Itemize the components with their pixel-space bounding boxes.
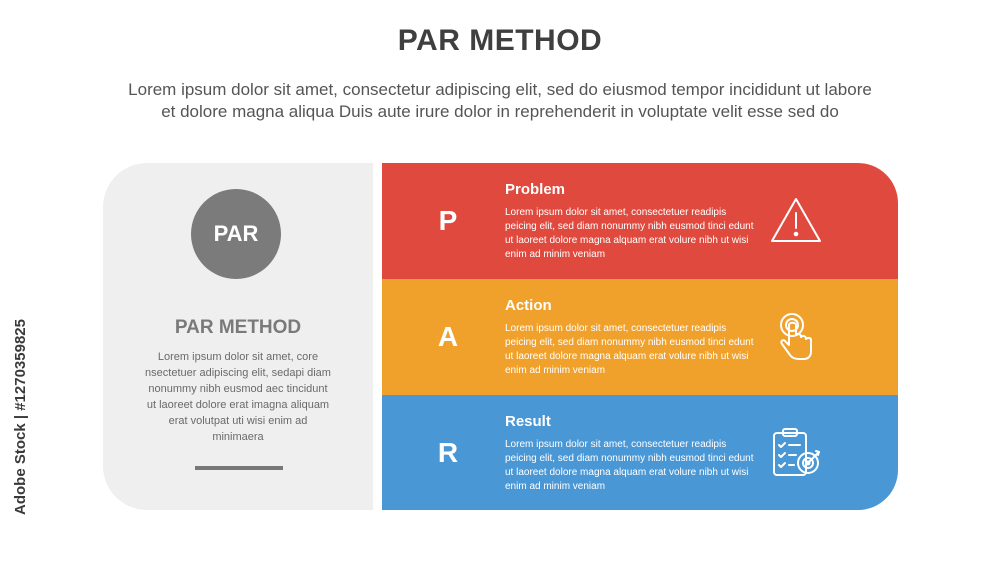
step-title: Problem	[505, 181, 566, 198]
subtitle-line-2: et dolore magna aliqua Duis aute irure dolor in reprehenderit in voluptate velit esse sed do	[161, 102, 839, 121]
panel-divider	[195, 466, 283, 470]
checklist-target-icon	[768, 425, 824, 481]
watermark-id: Adobe Stock | #1270359825	[12, 319, 29, 515]
tap-finger-icon	[768, 309, 824, 365]
step-title: Action	[505, 297, 552, 314]
step-title: Result	[505, 413, 551, 430]
step-problem	[382, 163, 898, 279]
steps-list	[382, 163, 898, 510]
page-subtitle	[30, 79, 970, 123]
step-result	[382, 395, 898, 510]
step-letter: R	[437, 437, 459, 468]
left-panel	[103, 163, 373, 510]
panel-title: PAR METHOD	[174, 317, 302, 338]
warning-icon	[768, 193, 824, 249]
step-description: Lorem ipsum dolor sit amet, consectetuer readipis peicing elit, sed diam nonummy nibh eusmod tinci edunt ut laoreet dolore magna alquam erat volure nibh ut wisi enim ad minim veniam	[505, 207, 754, 260]
par-badge: PAR	[191, 189, 281, 279]
step-action	[382, 279, 898, 395]
subtitle-line-1: Lorem ipsum dolor sit amet, consectetur adipiscing elit, sed do eiusmod tempor incididunt ut labore	[128, 80, 872, 99]
step-description: Lorem ipsum dolor sit amet, consectetuer readipis peicing elit, sed diam nonummy nibh eusmod tinci edunt ut laoreet dolore magna alquam erat volure nibh ut wisi enim ad minim veniam	[505, 439, 754, 492]
step-letter: P	[438, 205, 458, 236]
page-title: PAR METHOD	[397, 24, 603, 57]
step-description: Lorem ipsum dolor sit amet, consectetuer readipis peicing elit, sed diam nonummy nibh eusmod tinci edunt ut laoreet dolore magna alquam erat volure nibh ut wisi enim ad minim veniam	[505, 323, 754, 376]
step-letter: A	[437, 321, 459, 352]
panel-description: Lorem ipsum dolor sit amet, core nsectetuer adipiscing elit, sedapi diam nonummy nibh eusmod aec tincidunt ut laoreet dolore erat imagna aliquam erat volutpat uti wisi enim ad minimaera	[145, 351, 331, 443]
